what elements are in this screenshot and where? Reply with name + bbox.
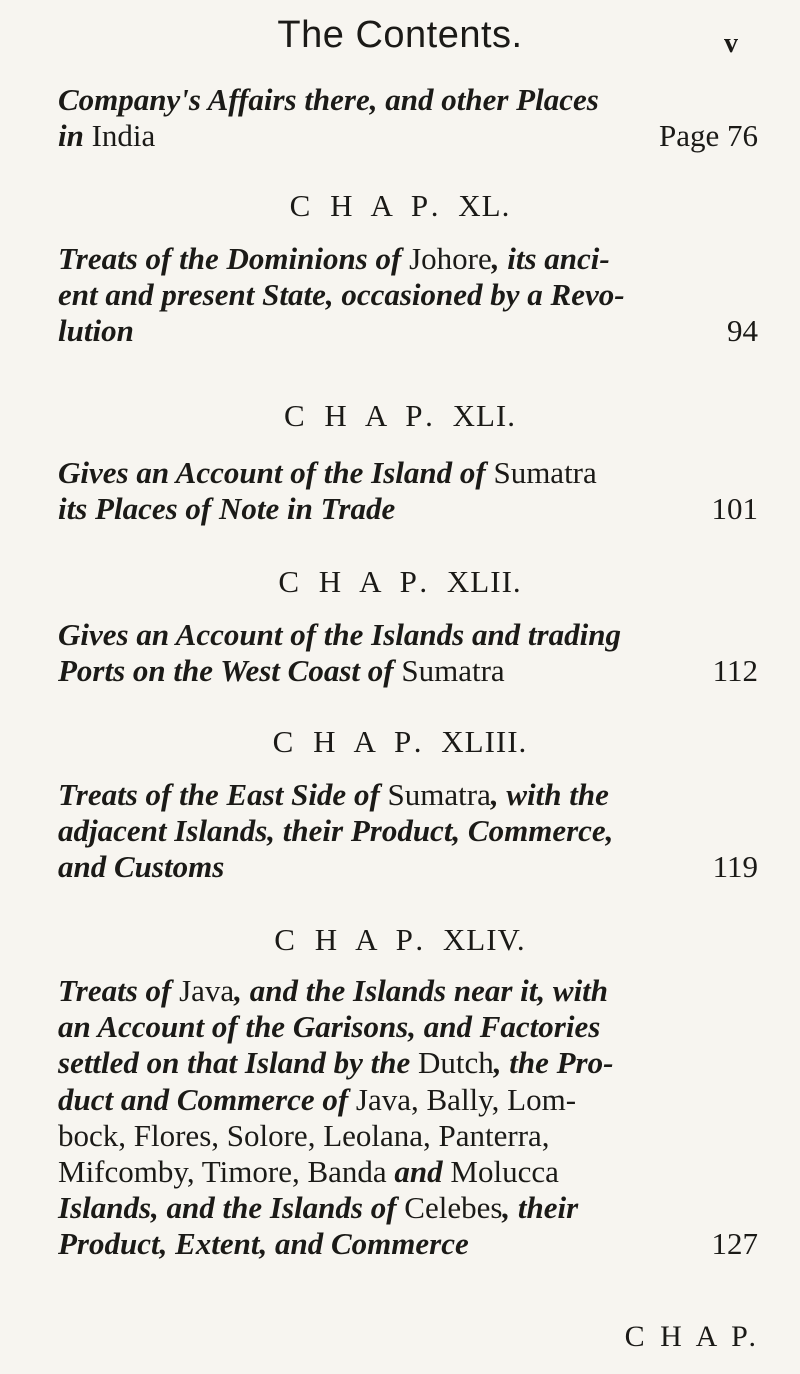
entry-text: an Account of the Garisons, and Factories [58, 1009, 601, 1045]
entry-text: and Customs [58, 849, 225, 885]
entry-text: Treats of the East Side of [58, 777, 388, 812]
entry-line [58, 1009, 758, 1045]
signature-mark: v [724, 28, 738, 59]
entry-text: Treats of [58, 973, 180, 1008]
chapter-heading [0, 724, 800, 760]
entry-text: in [58, 118, 92, 154]
entry-text: Johore [409, 241, 492, 276]
entry-line [58, 1226, 758, 1262]
entry-text: Gives an Account of the Islands and trading [58, 617, 621, 652]
chapter-heading [0, 398, 800, 434]
entry-line [58, 813, 758, 849]
entry-text: bock, Flores, Solore, Leolana, Panterra, [58, 1117, 550, 1153]
entry-text: , with the [490, 777, 609, 812]
entry-text: Sumatra [493, 455, 597, 490]
chapter-number: XLIII. [441, 724, 528, 759]
entry-text: Molucca [450, 1153, 559, 1189]
entry-line [58, 313, 758, 349]
chapter-number: XL. [458, 188, 511, 223]
entry-text: settled on that Island by the [58, 1045, 418, 1081]
entry-text: adjacent Islands, their Product, Commerce, [58, 813, 614, 849]
contents-entry [58, 455, 758, 527]
entry-text: Islands, and the Islands of [58, 1190, 405, 1226]
entry-text: Celebes [404, 1190, 503, 1226]
entry-text: , their [502, 1190, 579, 1226]
entry-text: ent and present State, occasioned by a Revo- [58, 277, 625, 313]
chapter-number: XLII. [446, 564, 522, 599]
entry-line [58, 241, 758, 277]
entry-line [58, 1082, 758, 1118]
entry-text: Gives an Account of the Island of [58, 455, 494, 490]
entry-text: Treats of the Dominions of [58, 241, 410, 276]
page-number: Page 76 [658, 118, 758, 154]
entry-line [58, 118, 758, 154]
contents-entry [58, 241, 758, 350]
page-header [0, 14, 800, 74]
entry-line [58, 277, 758, 313]
entry-text: Java [179, 973, 235, 1008]
chapter-label: C H A P. [274, 922, 430, 957]
chapter-number: XLI. [452, 398, 516, 433]
chapter-label: C H A P. [272, 724, 428, 759]
entry-line [58, 849, 758, 885]
entry-text: Ports on the West Coast of [58, 653, 402, 689]
entry-line [58, 777, 758, 813]
page-number: 127 [711, 1226, 758, 1262]
entry-text: lution [58, 313, 134, 349]
page-title: The Contents. [277, 14, 523, 56]
chapter-label: C H A P. [284, 398, 439, 433]
chapter-heading [0, 564, 800, 600]
contents-entry [58, 82, 758, 154]
entry-text: Sumatra [387, 777, 491, 812]
entry-line [58, 1045, 758, 1081]
entry-line [58, 1118, 758, 1154]
entry-line [58, 491, 758, 527]
chapter-heading [0, 922, 800, 958]
entry-text: , the Pro- [493, 1045, 614, 1081]
entry-line [58, 973, 758, 1009]
page-number: 119 [712, 849, 758, 885]
contents-entry [58, 777, 758, 886]
entry-text: Company's Affairs there, and other Places [58, 82, 599, 117]
entry-text: India [91, 118, 156, 154]
entry-text: Java, Bally, Lom- [355, 1081, 577, 1117]
catchword: C H A P. [624, 1320, 760, 1353]
contents-entry [58, 617, 758, 689]
entry-line [58, 653, 758, 689]
entry-line [58, 82, 758, 118]
entry-text: Mifcomby, Timore, Banda [58, 1153, 395, 1189]
entry-line [58, 1154, 758, 1190]
entry-text: and [394, 1153, 451, 1189]
page-number: 112 [712, 653, 758, 689]
entry-text: Sumatra [401, 653, 505, 689]
page-number: 94 [727, 313, 758, 349]
contents-entry [58, 973, 758, 1263]
entry-line [58, 617, 758, 653]
chapter-heading [0, 188, 800, 224]
chapter-label: C H A P. [289, 188, 445, 223]
page-number: 101 [711, 491, 758, 527]
entry-text: duct and Commerce of [58, 1081, 356, 1117]
entry-line [58, 455, 758, 491]
entry-text: its Places of Note in Trade [58, 491, 396, 527]
entry-text: Product, Extent, and Commerce [58, 1226, 469, 1262]
chapter-label: C H A P. [278, 564, 434, 599]
entry-text: Dutch [417, 1045, 494, 1081]
entry-text: , its anci- [491, 241, 610, 276]
entry-line [58, 1190, 758, 1226]
chapter-number: XLIV. [442, 922, 526, 957]
entry-text: , and the Islands near it, with [234, 973, 609, 1008]
